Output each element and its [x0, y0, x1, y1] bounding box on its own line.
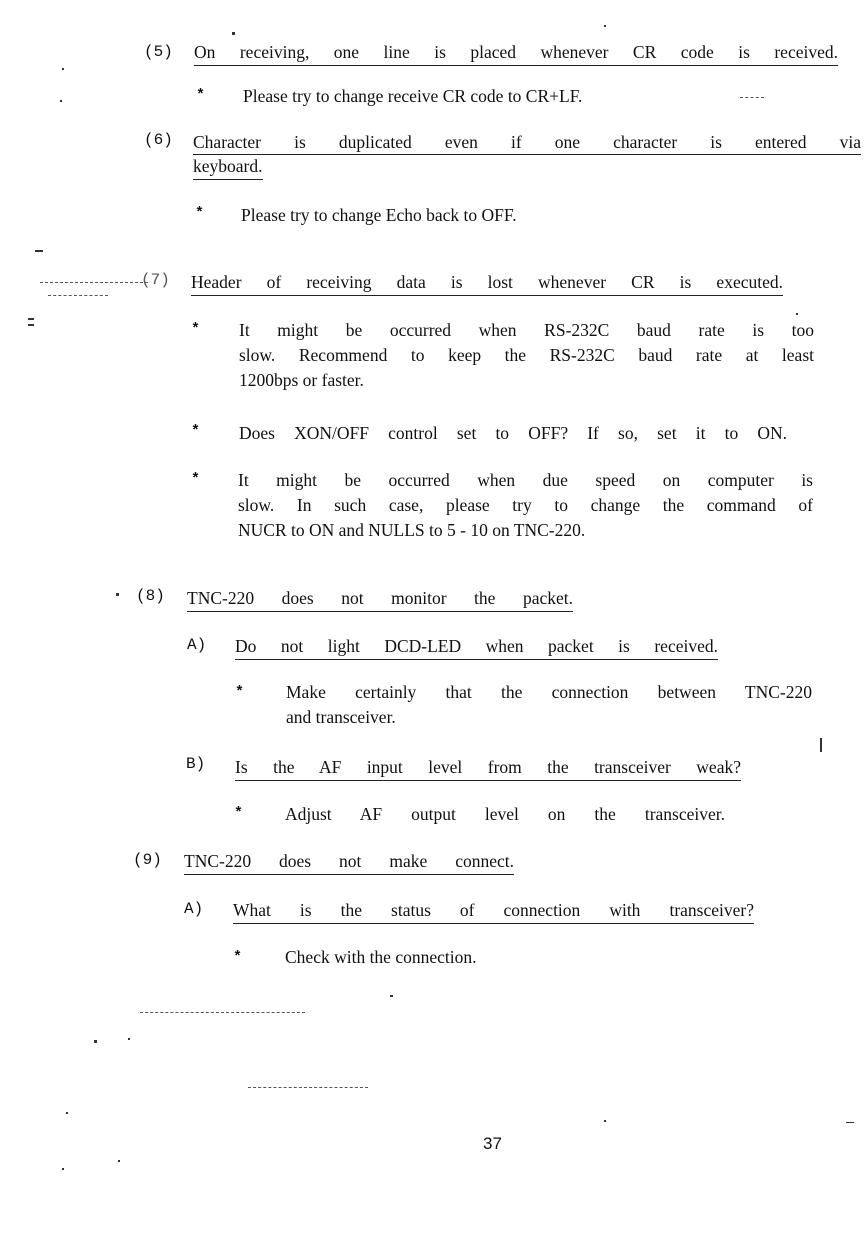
item-9-heading [184, 849, 514, 875]
item-8-sub-a-bullet-line-1: Make certainly that the connection between TNC-220 [286, 682, 812, 702]
scan-speck [820, 738, 822, 752]
scan-speck [60, 100, 62, 102]
scan-speck [28, 324, 34, 326]
item-8-sub-a-bullet-star: * [235, 684, 245, 701]
scan-speck [28, 318, 34, 320]
scan-speck [94, 1040, 97, 1043]
item-8-heading-text: TNC-220 does not monitor the packet. [187, 588, 573, 608]
item-9-heading-text: TNC-220 does not make connect. [184, 851, 514, 871]
scan-speck [232, 32, 235, 35]
item-6-bullet-star: * [195, 205, 205, 222]
item-7-bullet-3-text [238, 468, 813, 543]
item-9-sub-a-heading [233, 898, 754, 924]
scan-artifact-dash [40, 282, 148, 283]
item-8-sub-a-heading [235, 634, 718, 660]
item-7-bullet-2-text [239, 421, 787, 446]
item-6-bullet-text: Please try to change Echo back to OFF. [241, 205, 517, 225]
scan-speck [846, 1122, 854, 1123]
item-6-heading-line1-text: Character is duplicated even if one character is entered via [193, 132, 861, 152]
item-5-heading [194, 40, 838, 66]
item-5-number: (5) [144, 43, 173, 61]
scan-speck [118, 1160, 120, 1162]
item-7-bullet-1-line-1: It might be occurred when RS-232C baud rate is too [239, 320, 814, 340]
item-5-bullet-text: Please try to change receive CR code to CR+LF. [243, 86, 583, 106]
scan-speck [604, 25, 606, 27]
scan-speck [62, 68, 64, 70]
scan-speck [62, 1168, 64, 1170]
item-6-underline [193, 154, 861, 155]
item-8-sub-b-heading [235, 755, 741, 781]
item-7-bullet-1-star: * [191, 321, 201, 338]
item-8-sub-b-bullet-text [285, 802, 725, 827]
scan-artifact-dash [740, 97, 764, 98]
item-9-sub-a-bullet-text: Check with the connection. [285, 947, 477, 967]
item-5-bullet-star: * [196, 87, 206, 104]
item-7-heading [191, 270, 783, 296]
scan-artifact-dash [248, 1087, 368, 1088]
item-7-number: (7) [141, 271, 170, 289]
item-8-sub-b-bullet-star: * [234, 805, 244, 822]
item-7-bullet-1-text [239, 318, 814, 393]
item-5-heading-text: On receiving, one line is placed whenever CR code is received. [194, 42, 838, 62]
item-7-bullet-3-line-2: slow. In such case, please try to change the command of [238, 495, 813, 515]
item-9-sub-a-heading-text: What is the status of connection with transceiver? [233, 900, 754, 920]
scan-speck [390, 995, 393, 997]
item-6-heading-line2: keyboard. [193, 154, 263, 180]
item-9-number: (9) [133, 851, 162, 869]
page-number: 37 [483, 1134, 502, 1153]
item-8-number: (8) [136, 587, 165, 605]
item-8-sub-b-bullet-line-1: Adjust AF output level on the transceiver. [285, 804, 725, 824]
item-8-sub-a-label: A) [187, 636, 207, 654]
scan-speck [796, 313, 798, 315]
item-9-sub-a-label: A) [184, 900, 204, 918]
scan-artifact-dash [140, 1012, 305, 1013]
item-7-bullet-2-line-1: Does XON/OFF control set to OFF? If so, set it to ON. [239, 423, 787, 443]
item-7-bullet-2-star: * [191, 423, 201, 440]
item-6-heading-line1 [193, 130, 861, 154]
item-9-sub-a-bullet-star: * [233, 949, 243, 966]
scan-speck [604, 1120, 606, 1122]
item-7-bullet-1-line-2: slow. Recommend to keep the RS-232C baud rate at least [239, 345, 814, 365]
item-7-bullet-3-line-1: It might be occurred when due speed on computer is [238, 470, 813, 490]
item-7-bullet-3-star: * [191, 471, 201, 488]
item-8-sub-a-heading-text: Do not light DCD-LED when packet is received. [235, 636, 718, 656]
item-8-sub-a-bullet-text [286, 680, 812, 730]
item-7-heading-text: Header of receiving data is lost whenever CR is executed. [191, 272, 783, 292]
item-8-sub-b-label: B) [186, 755, 206, 773]
scan-artifact-dash [48, 295, 108, 296]
scan-speck [35, 250, 43, 252]
item-7-bullet-3-line-3: NUCR to ON and NULLS to 5 - 10 on TNC-220. [238, 520, 586, 540]
scan-speck [116, 593, 119, 596]
item-7-bullet-1-line-3: 1200bps or faster. [239, 370, 364, 390]
scan-speck [128, 1038, 130, 1040]
item-8-heading [187, 586, 573, 612]
item-6-number: (6) [144, 131, 173, 149]
scan-speck [66, 1112, 68, 1114]
item-8-sub-b-heading-text: Is the AF input level from the transceiver weak? [235, 757, 741, 777]
item-8-sub-a-bullet-line-2: and transceiver. [286, 707, 396, 727]
